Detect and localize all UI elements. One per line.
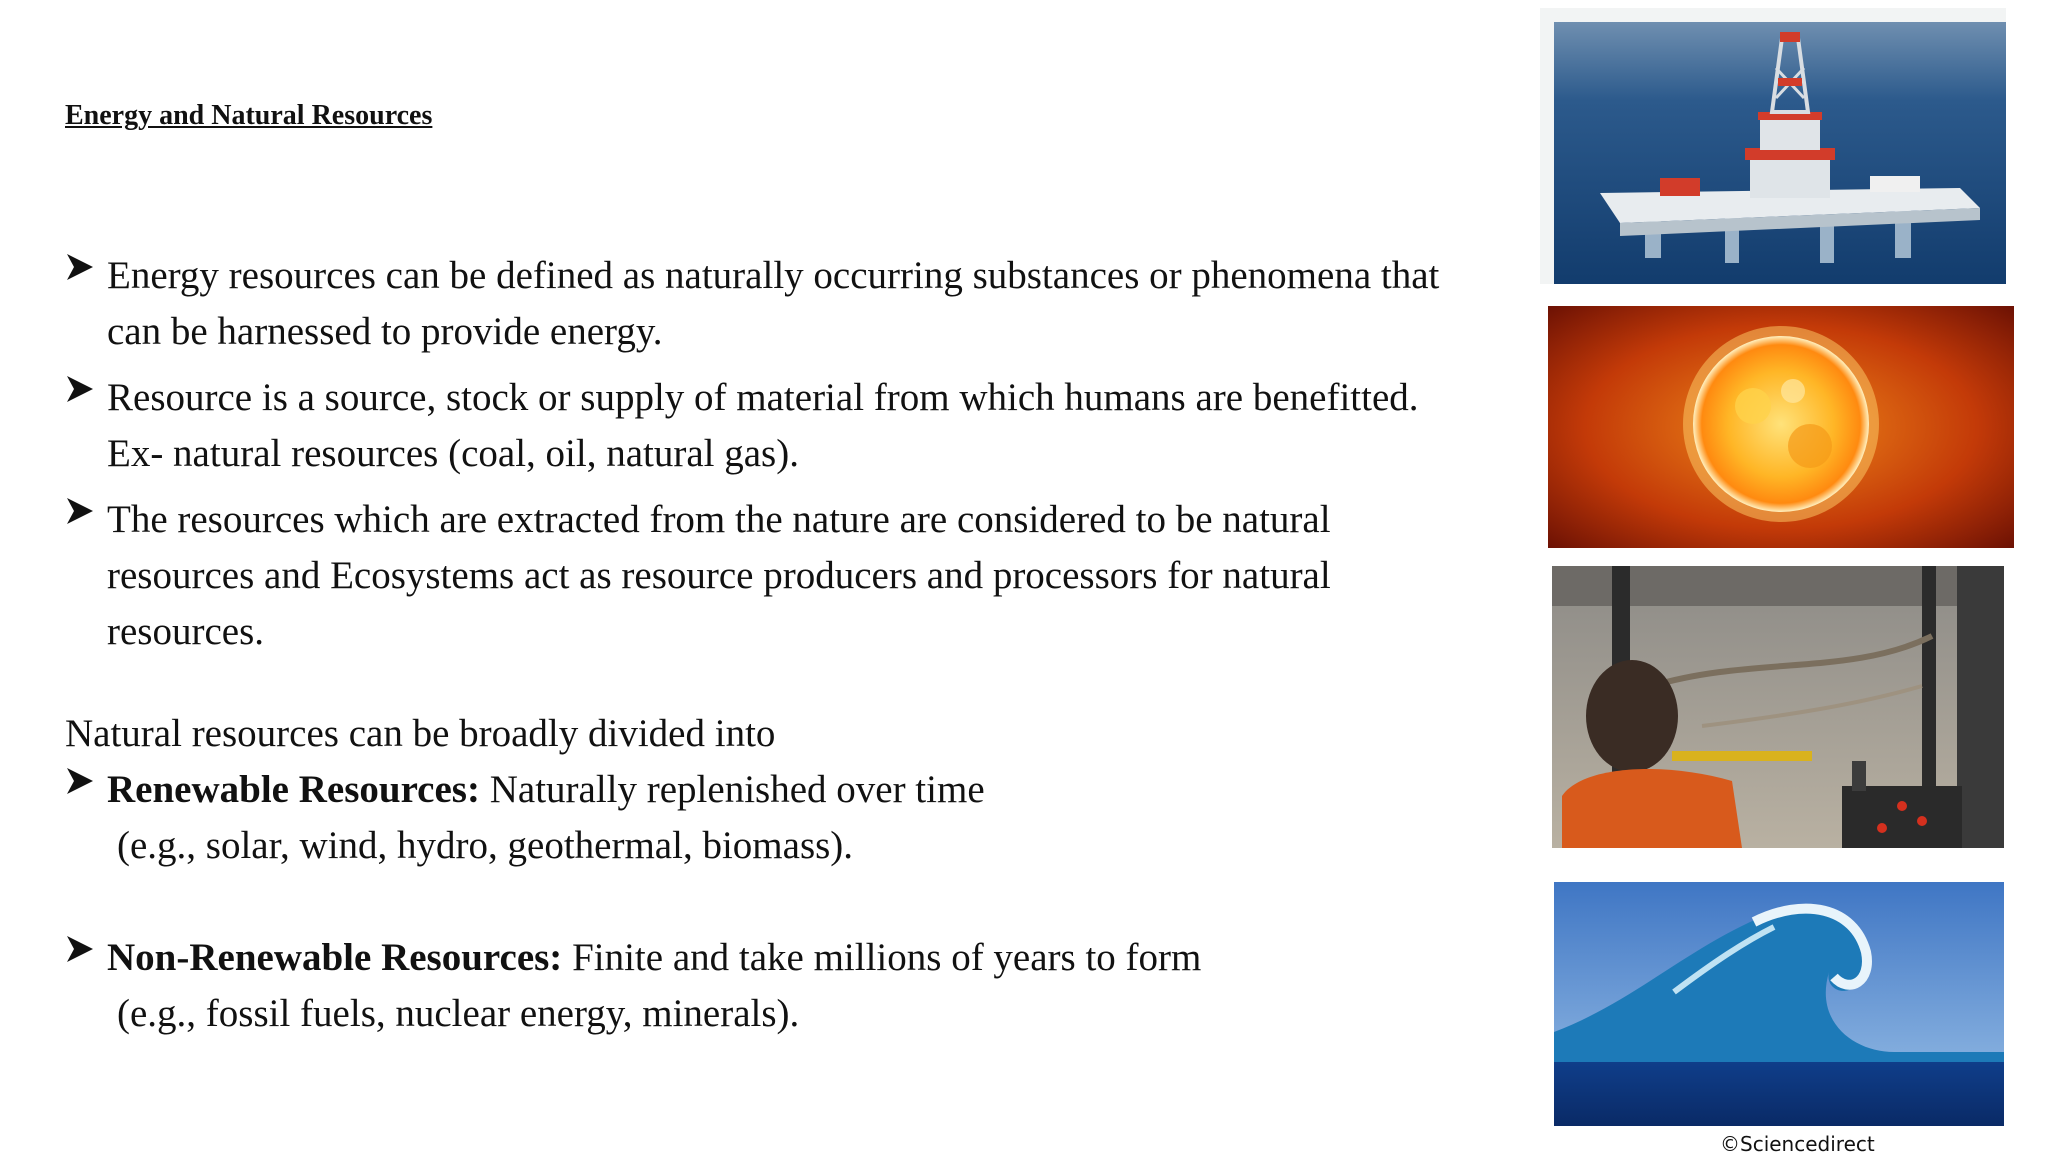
non-renewable-examples: (e.g., fossil fuels, nuclear energy, minerals). <box>117 992 800 1035</box>
arrowhead-bullet-icon <box>65 374 95 404</box>
bullet-text: The resources which are extracted from the nature are considered to be natural <box>107 498 1331 541</box>
bullet-resource-definition <box>65 370 1505 482</box>
bullet-text: Energy resources can be defined as naturally occurring substances or phenomena that <box>107 254 1440 297</box>
bullet-text: resources and Ecosystems act as resource producers and processors for natural <box>107 554 1331 597</box>
definition-bullets <box>65 248 1505 670</box>
bullet-text: Ex- natural resources (coal, oil, natural gas). <box>107 432 799 475</box>
offshore-oil-rig-photo <box>1540 8 2006 284</box>
classification-section <box>65 706 1505 1042</box>
renewable-examples: (e.g., solar, wind, hydro, geothermal, biomass). <box>117 824 854 867</box>
bullet-text: can be harnessed to provide energy. <box>107 310 663 353</box>
mining-excavator-operator-photo <box>1552 566 2004 848</box>
bullet-text: Resource is a source, stock or supply of material from which humans are benefitted. <box>107 376 1419 419</box>
non-renewable-term: Non-Renewable Resources: <box>107 936 563 979</box>
renewable-description: Naturally replenished over time <box>479 768 985 811</box>
arrowhead-bullet-icon <box>65 766 95 796</box>
bullet-text: resources. <box>107 610 265 653</box>
classification-intro: Natural resources can be broadly divided into <box>65 712 776 755</box>
bullet-natural-resources <box>65 492 1505 660</box>
ocean-wave-photo <box>1554 882 2004 1126</box>
bullet-non-renewable <box>65 930 1505 1042</box>
sun-photo <box>1548 306 2014 548</box>
renewable-term: Renewable Resources: <box>107 768 480 811</box>
arrowhead-bullet-icon <box>65 934 95 964</box>
arrowhead-bullet-icon <box>65 252 95 282</box>
image-credit: ©Sciencedirect <box>1720 1132 1875 1156</box>
bullet-renewable <box>65 762 1505 874</box>
bullet-energy-resources <box>65 248 1505 360</box>
slide-title: Energy and Natural Resources <box>65 100 433 131</box>
non-renewable-description: Finite and take millions of years to form <box>562 936 1202 979</box>
arrowhead-bullet-icon <box>65 496 95 526</box>
